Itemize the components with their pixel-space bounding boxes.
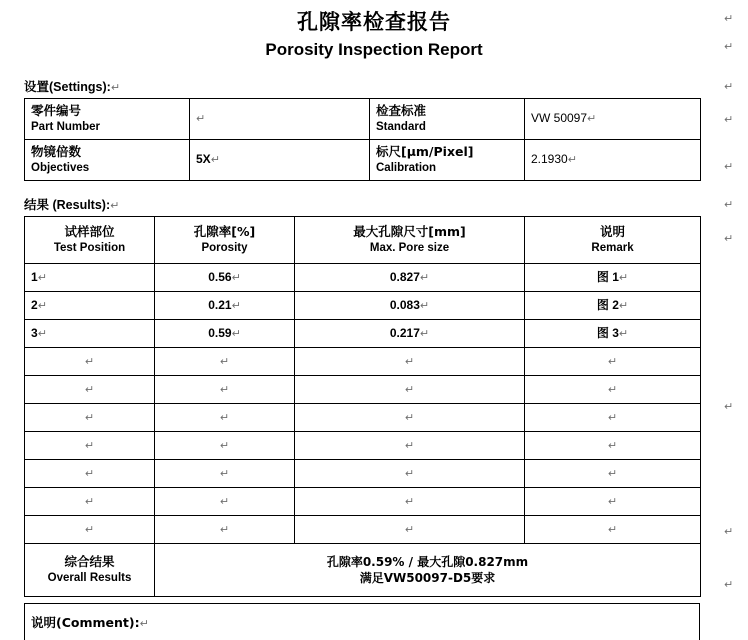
cell-porosity[interactable] (155, 319, 295, 347)
results-header-row (25, 216, 701, 263)
pilcrow-mark: ↵ (419, 327, 430, 340)
calibration-label-cn: 标尺[µm/Pixel] (376, 143, 474, 159)
cell-test-position[interactable] (25, 515, 155, 543)
calibration-value-cell[interactable] (525, 139, 701, 180)
col-header-max-pore-size (295, 216, 525, 263)
col-header-porosity-cn: 孔隙率[%] (193, 223, 256, 239)
pilcrow-mark: ↵ (219, 467, 230, 480)
cell-porosity-value: 0.56 (208, 269, 232, 284)
cell-porosity[interactable] (155, 515, 295, 543)
pilcrow-mark: ↵ (607, 439, 618, 452)
col-header-max-pore-size-en: Max. Pore size (369, 241, 450, 254)
comment-table (24, 603, 700, 640)
cell-remark[interactable] (525, 515, 701, 543)
overall-results-label-en: Overall Results (47, 571, 132, 584)
cell-porosity[interactable] (155, 459, 295, 487)
settings-section-label (24, 77, 748, 95)
pilcrow-mark: ↵ (196, 113, 206, 126)
pilcrow-mark: ↵ (84, 467, 95, 480)
cell-test-position[interactable] (25, 319, 155, 347)
cell-test-position[interactable] (25, 291, 155, 319)
standard-label-cell (370, 98, 525, 139)
cell-max-pore-size[interactable] (295, 263, 525, 291)
title-chinese: 孔隙率检查报告 (297, 10, 451, 34)
pilcrow-mark: ↵ (724, 401, 734, 413)
pilcrow-mark: ↵ (607, 411, 618, 424)
cell-max-pore-size[interactable] (295, 431, 525, 459)
cell-max-pore-size-value: 0.083 (389, 297, 420, 312)
pilcrow-mark: ↵ (724, 526, 734, 538)
cell-test-position[interactable] (25, 375, 155, 403)
cell-max-pore-size[interactable] (295, 403, 525, 431)
pilcrow-mark: ↵ (618, 327, 629, 340)
pilcrow-mark: ↵ (404, 467, 415, 480)
col-header-test-position-en: Test Position (53, 241, 126, 254)
cell-porosity-value: 0.21 (208, 297, 232, 312)
table-row (25, 98, 701, 139)
pilcrow-mark: ↵ (110, 199, 120, 212)
pilcrow-mark: ↵ (219, 439, 230, 452)
cell-porosity[interactable] (155, 347, 295, 375)
cell-test-position[interactable] (25, 403, 155, 431)
pilcrow-mark: ↵ (219, 355, 230, 368)
page-title (0, 0, 748, 63)
pilcrow-mark: ↵ (419, 299, 430, 312)
objectives-value: 5X (196, 152, 211, 167)
table-row (25, 459, 701, 487)
pilcrow-mark: ↵ (724, 114, 734, 126)
cell-test-position-value: 3 (31, 325, 38, 340)
table-row (25, 487, 701, 515)
pilcrow-mark: ↵ (724, 199, 734, 211)
cell-max-pore-size[interactable] (295, 291, 525, 319)
results-table (24, 216, 701, 597)
cell-test-position[interactable] (25, 347, 155, 375)
comment-label-cell[interactable] (25, 603, 700, 640)
table-row (25, 139, 701, 180)
cell-test-position[interactable] (25, 263, 155, 291)
cell-remark[interactable] (525, 347, 701, 375)
cell-max-pore-size-value: 0.217 (389, 325, 420, 340)
pilcrow-mark: ↵ (219, 383, 230, 396)
cell-remark[interactable] (525, 459, 701, 487)
cell-remark-value: 图 1 (596, 269, 619, 284)
overall-results-line2: 满足VW50097-D5要求 (359, 570, 496, 585)
pilcrow-mark: ↵ (37, 299, 47, 312)
calibration-label-en: Calibration (376, 161, 437, 174)
cell-test-position[interactable] (25, 459, 155, 487)
pilcrow-mark: ↵ (231, 299, 241, 312)
cell-max-pore-size[interactable] (295, 459, 525, 487)
cell-porosity[interactable] (155, 403, 295, 431)
pilcrow-mark: ↵ (84, 355, 95, 368)
cell-max-pore-size-value: 0.827 (389, 269, 420, 284)
objectives-label-cn: 物镜倍数 (31, 143, 82, 159)
cell-remark[interactable] (525, 431, 701, 459)
comment-label: 说明(Comment): (31, 614, 140, 630)
pilcrow-mark: ↵ (724, 81, 734, 93)
overall-results-line1: 孔隙率0.59% / 最大孔隙0.827mm (326, 554, 529, 569)
cell-porosity[interactable] (155, 431, 295, 459)
col-header-remark (525, 216, 701, 263)
overall-results-label-cell (25, 543, 155, 596)
col-header-remark-en: Remark (591, 241, 634, 254)
pilcrow-mark: ↵ (607, 495, 618, 508)
pilcrow-mark: ↵ (404, 523, 415, 536)
standard-label-en: Standard (376, 120, 426, 133)
cell-test-position[interactable] (25, 431, 155, 459)
pilcrow-mark: ↵ (607, 383, 618, 396)
objectives-value-cell[interactable] (190, 139, 370, 180)
cell-max-pore-size[interactable] (295, 347, 525, 375)
part-number-label-cn: 零件编号 (31, 102, 82, 118)
cell-remark[interactable] (525, 487, 701, 515)
pilcrow-mark: ↵ (84, 523, 95, 536)
pilcrow-mark: ↵ (219, 495, 230, 508)
pilcrow-mark: ↵ (587, 113, 597, 126)
pilcrow-mark: ↵ (724, 161, 734, 173)
cell-max-pore-size[interactable] (295, 515, 525, 543)
pilcrow-mark: ↵ (724, 13, 734, 25)
pilcrow-mark: ↵ (724, 233, 734, 245)
table-row (25, 319, 701, 347)
pilcrow-mark: ↵ (139, 616, 149, 630)
cell-test-position[interactable] (25, 487, 155, 515)
standard-label-cn: 检查标准 (376, 102, 427, 118)
settings-section-label-text: 设置(Settings): (24, 79, 111, 94)
pilcrow-mark: ↵ (567, 154, 577, 167)
title-english: Porosity Inspection Report (265, 40, 483, 60)
pilcrow-mark: ↵ (84, 495, 95, 508)
overall-results-value-cell[interactable] (155, 543, 701, 596)
pilcrow-mark: ↵ (618, 299, 629, 312)
cell-remark[interactable] (525, 403, 701, 431)
results-section-label (24, 195, 748, 213)
table-row (25, 431, 701, 459)
part-number-label-cell (25, 98, 190, 139)
cell-max-pore-size[interactable] (295, 487, 525, 515)
calibration-value: 2.1930 (531, 152, 568, 167)
col-header-porosity (155, 216, 295, 263)
pilcrow-mark: ↵ (607, 467, 618, 480)
pilcrow-mark: ↵ (37, 271, 47, 284)
pilcrow-mark: ↵ (84, 411, 95, 424)
pilcrow-mark: ↵ (231, 271, 241, 284)
pilcrow-mark: ↵ (84, 439, 95, 452)
pilcrow-mark: ↵ (37, 327, 47, 340)
objectives-label-cell (25, 139, 190, 180)
cell-max-pore-size[interactable] (295, 319, 525, 347)
cell-remark-value: 图 2 (596, 297, 619, 312)
col-header-test-position-cn: 试样部位 (64, 223, 115, 239)
cell-porosity-value: 0.59 (208, 325, 232, 340)
pilcrow-mark: ↵ (419, 271, 430, 284)
standard-value-cell[interactable] (525, 98, 701, 139)
table-row (25, 291, 701, 319)
cell-porosity[interactable] (155, 263, 295, 291)
results-body (25, 263, 701, 543)
pilcrow-mark: ↵ (724, 41, 734, 53)
overall-results-label-cn: 综合结果 (64, 553, 115, 569)
cell-remark[interactable] (525, 291, 701, 319)
pilcrow-mark: ↵ (404, 383, 415, 396)
pilcrow-mark: ↵ (607, 523, 618, 536)
pilcrow-mark: ↵ (404, 495, 415, 508)
pilcrow-mark: ↵ (404, 439, 415, 452)
table-row (25, 403, 701, 431)
pilcrow-mark: ↵ (404, 355, 415, 368)
pilcrow-mark: ↵ (219, 411, 230, 424)
objectives-label-en: Objectives (31, 161, 90, 174)
table-row (25, 347, 701, 375)
settings-table (24, 98, 701, 181)
standard-value: VW 50097 (531, 111, 588, 126)
part-number-value-cell[interactable] (190, 98, 370, 139)
cell-porosity[interactable] (155, 291, 295, 319)
pilcrow-mark: ↵ (84, 383, 95, 396)
cell-test-position-value: 2 (31, 297, 38, 312)
pilcrow-mark: ↵ (404, 411, 415, 424)
pilcrow-mark: ↵ (618, 271, 629, 284)
results-section-label-text: 结果 (Results): (24, 197, 111, 212)
table-row (25, 515, 701, 543)
pilcrow-mark: ↵ (110, 81, 121, 94)
part-number-label-en: Part Number (31, 120, 101, 133)
cell-max-pore-size[interactable] (295, 375, 525, 403)
cell-remark[interactable] (525, 319, 701, 347)
col-header-test-position (25, 216, 155, 263)
pilcrow-mark: ↵ (219, 523, 230, 536)
cell-porosity[interactable] (155, 487, 295, 515)
pilcrow-mark: ↵ (231, 327, 241, 340)
calibration-label-cell (370, 139, 525, 180)
cell-remark[interactable] (525, 263, 701, 291)
cell-test-position-value: 1 (31, 269, 38, 284)
cell-porosity[interactable] (155, 375, 295, 403)
comment-row (25, 603, 700, 640)
col-header-remark-cn: 说明 (599, 223, 625, 239)
table-row (25, 263, 701, 291)
table-row (25, 375, 701, 403)
pilcrow-mark: ↵ (210, 154, 220, 167)
cell-remark[interactable] (525, 375, 701, 403)
col-header-porosity-en: Porosity (201, 241, 248, 254)
cell-remark-value: 图 3 (596, 325, 619, 340)
paragraph-mark-column (724, 0, 738, 600)
pilcrow-mark: ↵ (724, 579, 734, 591)
pilcrow-mark: ↵ (607, 355, 618, 368)
col-header-max-pore-size-cn: 最大孔隙尺寸[mm] (353, 223, 466, 239)
overall-results-row (25, 543, 701, 596)
